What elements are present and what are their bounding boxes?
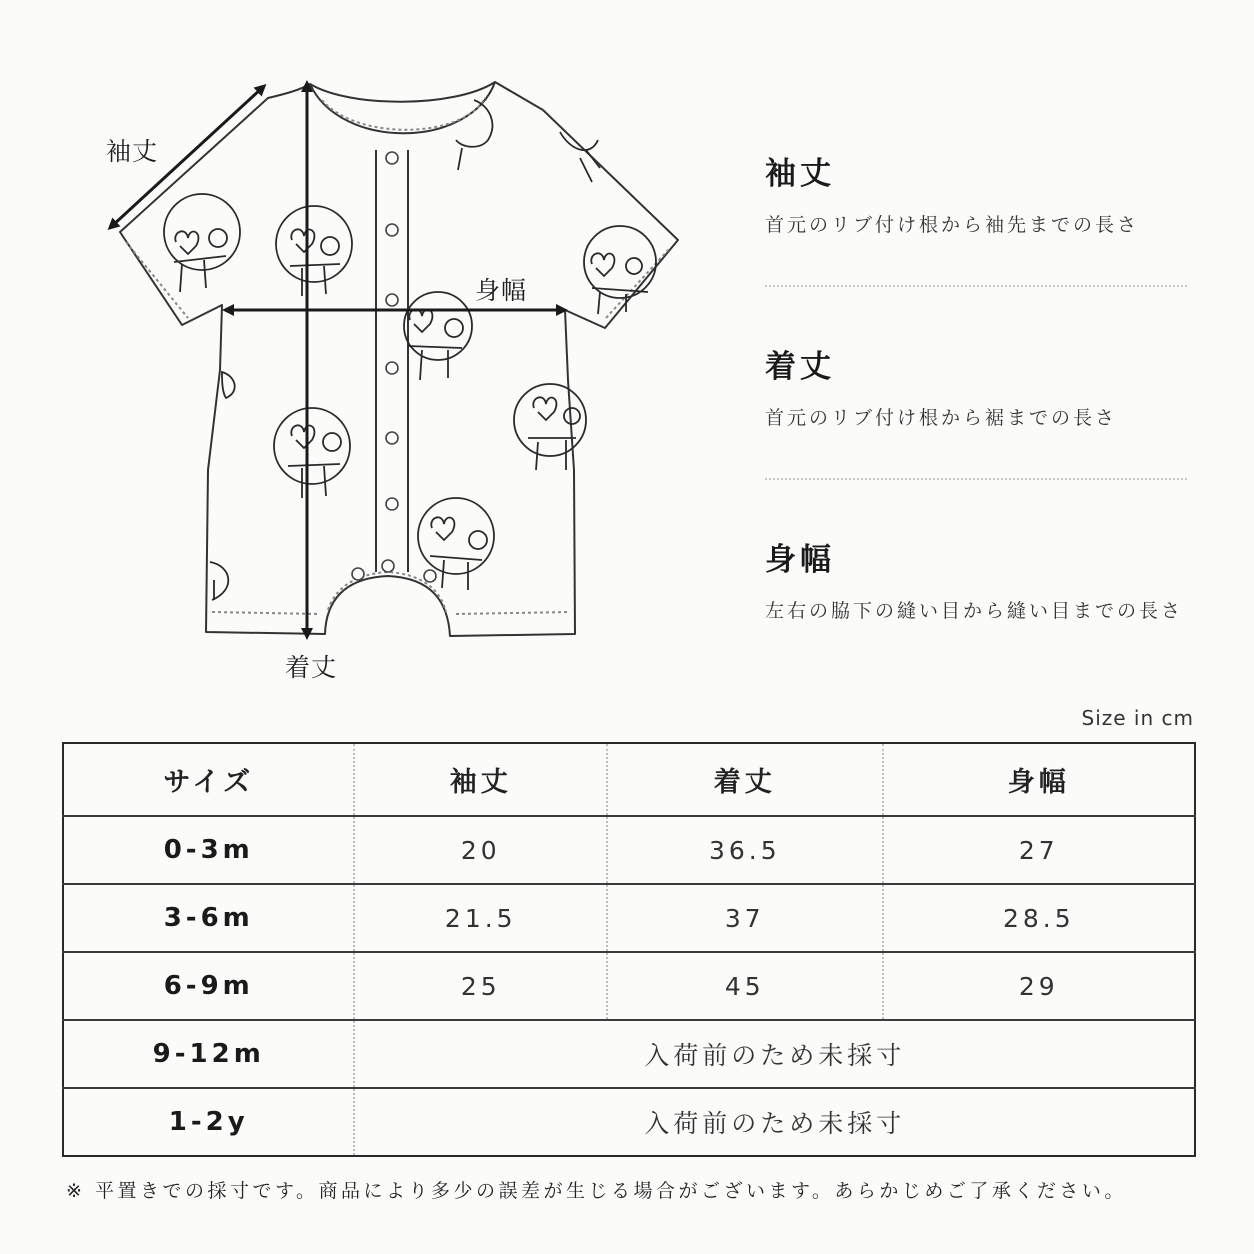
definition-sleeve — [765, 140, 1205, 333]
table-header-row — [63, 743, 1195, 816]
divider — [765, 478, 1187, 480]
size-cell: 9-12m — [63, 1020, 354, 1088]
table-row — [63, 1088, 1195, 1156]
definition-description: 首元のリブ付け根から袖先までの長さ — [765, 214, 1140, 236]
table-row — [63, 884, 1195, 952]
not-measured-note: 入荷前のため未採寸 — [354, 1020, 1195, 1088]
romper-illustration — [0, 0, 720, 700]
definition-title: 袖丈 — [765, 156, 835, 192]
definition-description: 首元のリブ付け根から裾までの長さ — [765, 407, 1118, 429]
sleeve-cell: 25 — [354, 952, 607, 1020]
definition-title: 着丈 — [765, 349, 835, 385]
neckline-rib — [310, 82, 495, 133]
table-row — [63, 952, 1195, 1020]
definition-width — [765, 526, 1205, 719]
size-cell: 6-9m — [63, 952, 354, 1020]
header-size: サイズ — [163, 767, 255, 798]
header-length: 着丈 — [607, 743, 883, 816]
measurement-definitions — [765, 140, 1205, 719]
definition-length — [765, 333, 1205, 526]
table-row — [63, 1020, 1195, 1088]
body-width-label: 身幅 — [475, 276, 528, 305]
romper-outline — [120, 82, 678, 636]
width-cell: 28.5 — [883, 884, 1195, 952]
definition-description: 左右の脇下の縫い目から縫い目までの長さ — [765, 600, 1184, 622]
sleeve-length-label: 袖丈 — [106, 137, 159, 166]
total-length-label: 着丈 — [285, 653, 338, 682]
header-width: 身幅 — [883, 743, 1195, 816]
divider — [765, 285, 1187, 287]
length-cell: 37 — [607, 884, 883, 952]
garment-diagram — [0, 0, 720, 700]
length-cell: 36.5 — [607, 816, 883, 884]
length-cell: 45 — [607, 952, 883, 1020]
size-cell: 0-3m — [63, 816, 354, 884]
size-cell: 1-2y — [63, 1088, 354, 1156]
not-measured-note: 入荷前のため未採寸 — [354, 1088, 1195, 1156]
size-table — [62, 742, 1196, 1157]
footnote: ※ 平置きでの採寸です。商品により多少の誤差が生じる場合がございます。あらかじめご了承ください。 — [66, 1180, 1127, 1202]
table-row — [63, 816, 1195, 884]
width-cell: 27 — [883, 816, 1195, 884]
width-cell: 29 — [883, 952, 1195, 1020]
header-sleeve: 袖丈 — [354, 743, 607, 816]
sleeve-cell: 21.5 — [354, 884, 607, 952]
unit-note: Size in cm — [1081, 706, 1194, 730]
sleeve-cell: 20 — [354, 816, 607, 884]
face-pattern — [164, 100, 656, 600]
size-cell: 3-6m — [63, 884, 354, 952]
definition-title: 身幅 — [765, 542, 835, 578]
